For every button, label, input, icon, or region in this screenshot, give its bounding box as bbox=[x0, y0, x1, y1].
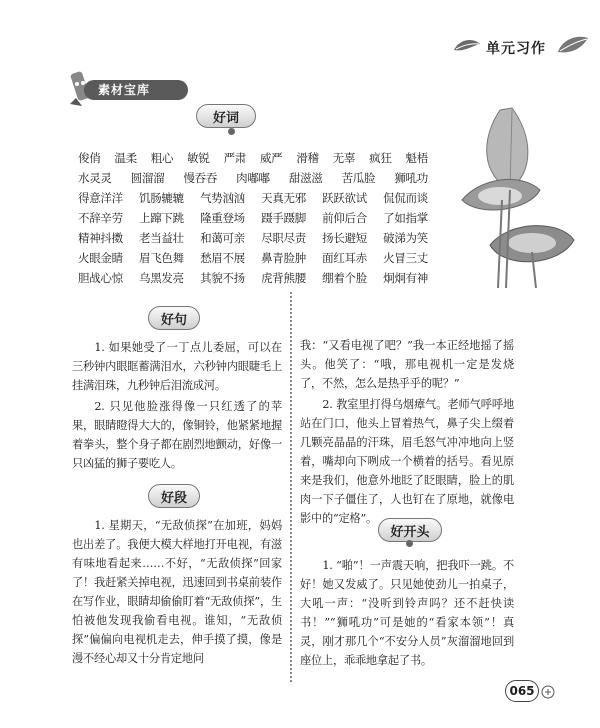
banner-label: 素材宝库 bbox=[98, 83, 151, 97]
good-word: 得意洋洋 bbox=[78, 191, 123, 205]
good-word: 精神抖擞 bbox=[78, 231, 123, 245]
good-sentences-label: 好句 bbox=[160, 312, 187, 328]
good-word: 其貌不扬 bbox=[200, 271, 245, 285]
good-word: 无辜 bbox=[332, 151, 356, 165]
paragraph-2: 2. 教室里打得乌烟瘴气。老师气呼呼地站在门口，他头上冒着热气，鼻子尖上缀着几颗亮晶晶的汗珠，眉毛怒气冲冲地向上竖着，嘴却向下咧成一个横着的括号。看见原来是我们，他意外地眨了眨眼睛，脸上的肌肉一下子僵住了，人也钉在了原地，就像电影中的“定格”。 bbox=[300, 398, 514, 525]
word-row bbox=[78, 170, 428, 187]
good-word: 愁眉不展 bbox=[200, 251, 245, 265]
tag-pointer-dot-2 bbox=[406, 540, 413, 547]
good-word: 炯炯有神 bbox=[383, 271, 428, 285]
good-word: 绷着个脸 bbox=[322, 271, 367, 285]
leaf-icon bbox=[452, 36, 482, 58]
unit-title: 单元习作 bbox=[486, 41, 546, 57]
good-word: 火冒三丈 bbox=[383, 251, 428, 265]
good-word: 虎背熊腰 bbox=[261, 271, 306, 285]
good-word: 魁梧 bbox=[405, 151, 428, 165]
good-openings-block bbox=[300, 556, 514, 670]
good-word: 疯狂 bbox=[369, 151, 392, 165]
good-word: 破涕为笑 bbox=[383, 231, 428, 245]
good-word: 苦瓜脸 bbox=[341, 171, 376, 185]
good-word: 饥肠辘辘 bbox=[139, 191, 184, 205]
good-word: 圆溜溜 bbox=[130, 171, 165, 185]
good-words-label: 好词 bbox=[212, 110, 239, 126]
page-ornament-icon bbox=[540, 684, 556, 700]
good-words-tag bbox=[196, 104, 256, 128]
good-word: 天真无邪 bbox=[261, 191, 306, 205]
paragraph-1-part-2: 我：“又看电视了吧？”我一本正经地摇了摇头。他笑了：“哦，那电视机一定是发烧了，不然，怎么是热乎乎的呢？” bbox=[300, 339, 514, 390]
good-word: 面红耳赤 bbox=[322, 251, 367, 265]
good-paragraphs-left bbox=[72, 516, 282, 668]
good-paragraphs-right bbox=[300, 336, 514, 528]
good-word: 严肃 bbox=[223, 151, 246, 165]
good-word: 老当益壮 bbox=[139, 231, 184, 245]
word-row bbox=[78, 190, 428, 207]
good-word: 粗心 bbox=[150, 151, 174, 165]
tag-pointer-dot bbox=[228, 128, 235, 135]
good-word: 气势汹汹 bbox=[200, 191, 245, 205]
good-word: 慢吞吞 bbox=[183, 171, 218, 185]
good-word: 威严 bbox=[259, 151, 283, 165]
good-word: 狮吼功 bbox=[394, 171, 428, 185]
good-sentences-tag bbox=[148, 306, 200, 330]
paragraph-1-part-1: 1. 星期天，“无敌侦探”在加班，妈妈也出差了。我便大模大样地打开电视，有滋有味地看起来……不好，“无敌侦探”回家了！我赶紧关掉电视，迅速回到书桌前装作在写作业，眼睛却偷偷盯着“无敌侦探”，生怕被他发现我偷看电视。谁知，“无敌侦探”偏偏向电视机走去，伸手摸了摸，像是漫不经心却又十分肯定地问 bbox=[72, 519, 282, 665]
word-row bbox=[78, 250, 428, 267]
section-banner bbox=[58, 68, 188, 112]
good-word: 滑稽 bbox=[296, 151, 319, 165]
good-word: 水灵灵 bbox=[78, 171, 112, 185]
good-word: 鼻青脸肿 bbox=[261, 251, 306, 265]
good-sentences-block bbox=[72, 338, 282, 473]
good-paragraphs-label: 好段 bbox=[160, 490, 187, 506]
opening-1: 1. “啪”！一声震天响，把我吓一跳。不好！她又发威了。只见她使劲儿一拍桌子，大吼一声：“没听到铃声吗？还不赶快读书！”“狮吼功”可是她的“看家本领”！真灵，刚才那几个“不安分人员”灰溜溜地回到座位上，乖乖地拿起了书。 bbox=[300, 559, 514, 667]
lotus-illustration bbox=[440, 80, 580, 290]
word-row bbox=[78, 210, 428, 227]
good-word: 上蹿下跳 bbox=[139, 211, 184, 225]
good-word: 甜滋滋 bbox=[288, 171, 323, 185]
good-openings-label: 好开头 bbox=[390, 524, 430, 540]
word-row bbox=[78, 150, 428, 167]
good-openings-tag bbox=[378, 518, 442, 542]
good-word: 隆重登场 bbox=[200, 211, 245, 225]
good-words-grid bbox=[78, 150, 428, 290]
good-paragraphs-tag bbox=[148, 484, 200, 508]
good-word: 肉嘟嘟 bbox=[236, 171, 270, 185]
good-word: 前仰后合 bbox=[322, 211, 367, 225]
good-word: 乌黑发亮 bbox=[139, 271, 184, 285]
unit-header bbox=[452, 34, 592, 62]
good-word: 跃跃欲试 bbox=[322, 191, 367, 205]
word-row bbox=[78, 270, 428, 287]
leaf-icon-right bbox=[556, 34, 590, 58]
good-word: 眉飞色舞 bbox=[139, 251, 184, 265]
column-divider bbox=[290, 292, 292, 682]
good-word: 尽职尽责 bbox=[261, 231, 306, 245]
good-word: 不辞辛劳 bbox=[78, 211, 123, 225]
good-word: 了如指掌 bbox=[383, 211, 428, 225]
sentence-2: 2. 只见他脸涨得像一只红透了的苹果，眼睛瞪得大大的，像铜铃，他紧紧地握着拳头，整个身子都在剧烈地颤动，好像一只凶猛的狮子要吃人。 bbox=[72, 400, 282, 470]
good-word: 侃侃而谈 bbox=[383, 191, 428, 205]
good-word: 和蔼可亲 bbox=[200, 231, 245, 245]
good-word: 火眼金睛 bbox=[78, 251, 123, 265]
good-word: 扬长避短 bbox=[322, 231, 367, 245]
good-word: 蹑手蹑脚 bbox=[261, 211, 306, 225]
good-word: 敏锐 bbox=[187, 151, 210, 165]
page-number: 065 bbox=[505, 680, 539, 702]
word-row bbox=[78, 230, 428, 247]
good-word: 温柔 bbox=[114, 151, 137, 165]
good-word: 胆战心惊 bbox=[78, 271, 123, 285]
good-word: 俊俏 bbox=[78, 151, 101, 165]
sentence-1: 1. 如果她受了一丁点儿委屈，可以在三秒钟内眼眶蓄满泪水，六秒钟内眼睫毛上挂满泪珠，九秒钟后泪流成河。 bbox=[72, 341, 282, 392]
